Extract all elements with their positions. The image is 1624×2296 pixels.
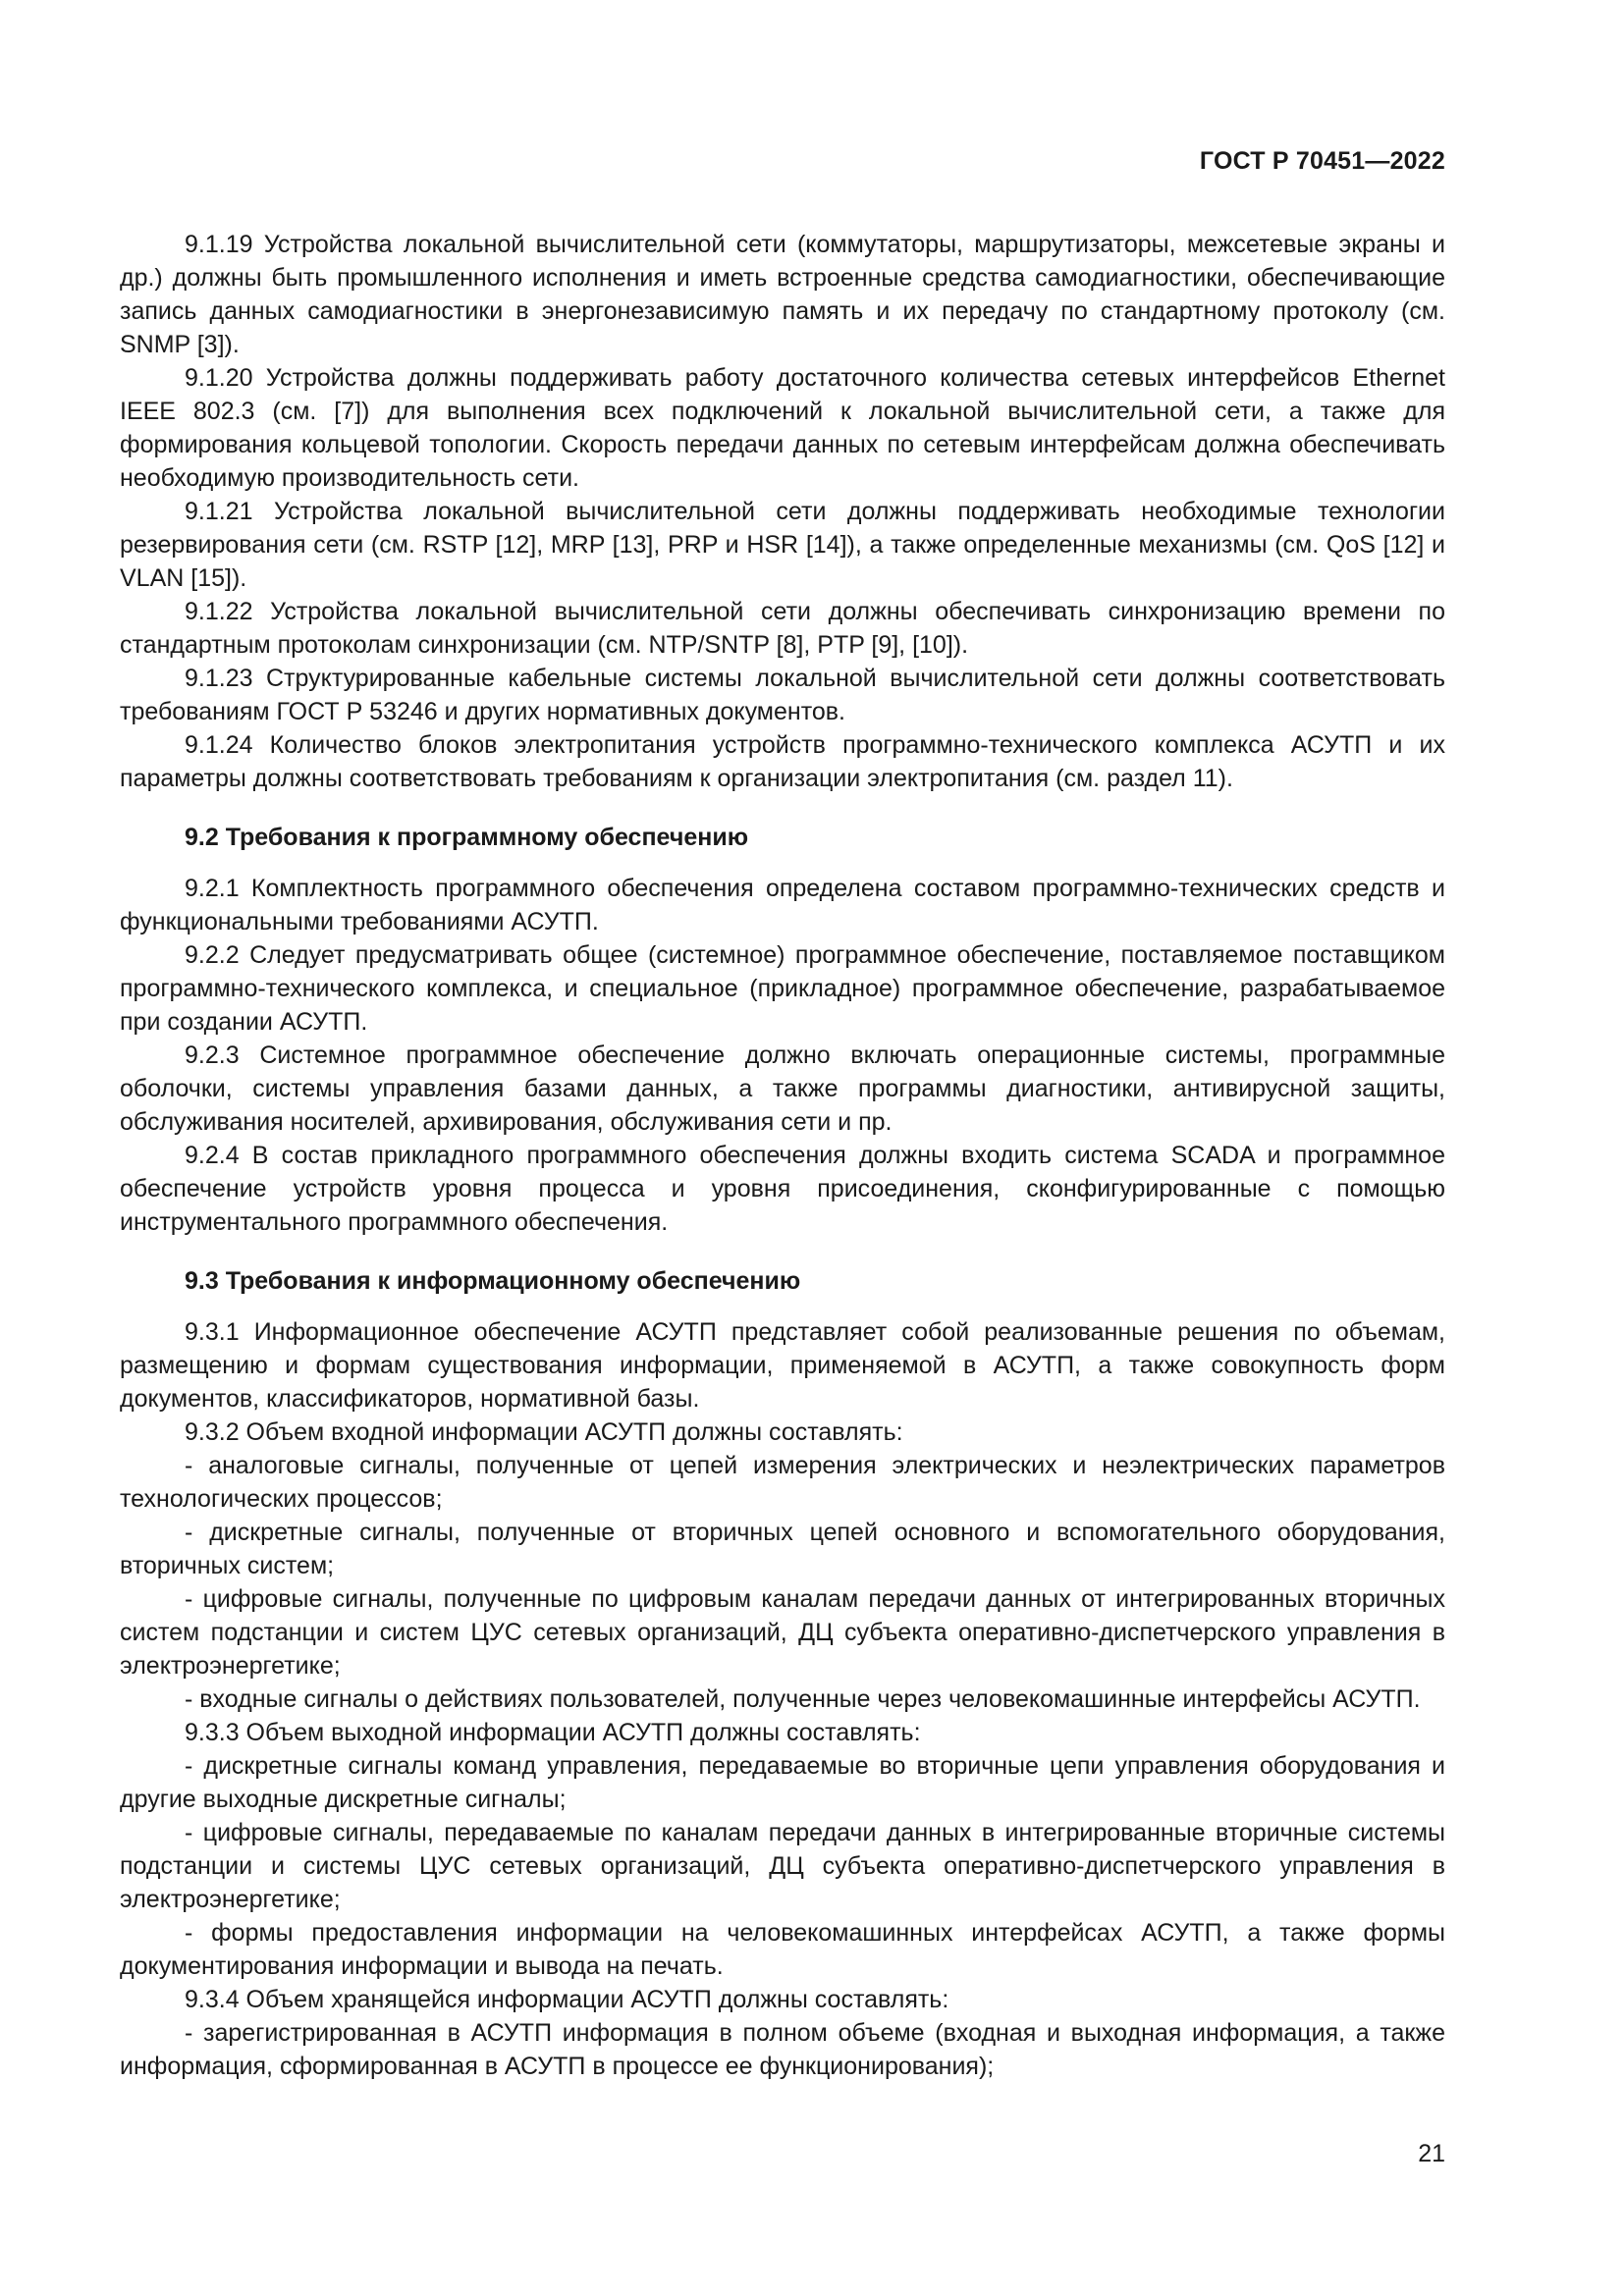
paragraph-9-2-1: 9.2.1 Комплектность программного обеспечения определена составом программно-технических средств и функциональными требованиями АСУТП. bbox=[120, 875, 1445, 935]
paragraph-9-3-1: 9.3.1 Информационное обеспечение АСУТП представляет собой реализованные решения по объемам, размещению и формам существования информации, применяемой в АСУТП, а также совокупность форм документов, классификаторов, нормативной базы. bbox=[120, 1318, 1445, 1413]
paragraph-9-2-4: 9.2.4 В состав прикладного программного обеспечения должны входить система SCADA и программное обеспечение устройств уровня процесса и уровня присоединения, сконфигурированные с помощью инструментального программного обеспечения. bbox=[120, 1142, 1445, 1236]
list-item-input-digital: - цифровые сигналы, полученные по цифровым каналам передачи данных от интегрированных вторичных систем подстанции и систем ЦУС сетевых организаций, ДЦ субъекта оперативно-диспетчерского управления в электроэнергетике; bbox=[120, 1585, 1445, 1680]
paragraph-9-3-2: 9.3.2 Объем входной информации АСУТП должны составлять: bbox=[185, 1418, 903, 1446]
list-item-input-discrete: - дискретные сигналы, полученные от вторичных цепей основного и вспомогательного оборудования, вторичных систем; bbox=[120, 1519, 1445, 1579]
document-body bbox=[120, 228, 1445, 2083]
paragraph-9-1-22: 9.1.22 Устройства локальной вычислительной сети должны обеспечивать синхронизацию времени по стандартным протоколам синхронизации (см. NTP/SNTP [8], PTP [9], [10]). bbox=[120, 598, 1445, 659]
paragraph-9-3-4: 9.3.4 Объем хранящейся информации АСУТП должны составлять: bbox=[185, 1986, 949, 2013]
section-heading-9-3: 9.3 Требования к информационному обеспечению bbox=[185, 1267, 801, 1295]
list-item-input-user: - входные сигналы о действиях пользователей, полученные через человекомашинные интерфейсы АСУТП. bbox=[185, 1685, 1421, 1713]
paragraph-9-2-2: 9.2.2 Следует предусматривать общее (системное) программное обеспечение, поставляемое поставщиком программно-технического комплекса, и специальное (прикладное) программное обеспечение, разрабатываемое при создании АСУТП. bbox=[120, 941, 1445, 1036]
list-item-output-discrete: - дискретные сигналы команд управления, передаваемые во вторичные цепи управления оборудования и другие выходные дискретные сигналы; bbox=[120, 1752, 1445, 1813]
page-number: 21 bbox=[1418, 2140, 1445, 2167]
list-item-input-analog: - аналоговые сигналы, полученные от цепей измерения электрических и неэлектрических параметров технологических процессов; bbox=[120, 1452, 1445, 1513]
paragraph-9-3-3: 9.3.3 Объем выходной информации АСУТП должны составлять: bbox=[185, 1719, 921, 1746]
paragraph-9-2-3: 9.2.3 Системное программное обеспечение должно включать операционные системы, программные оболочки, системы управления базами данных, а также программы диагностики, антивирусной защиты, обслуживания носителей, архивирования, обслуживания сети и пр. bbox=[120, 1041, 1445, 1136]
document-code-header: ГОСТ Р 70451—2022 bbox=[1199, 147, 1445, 175]
list-item-output-forms: - формы предоставления информации на человекомашинных интерфейсах АСУТП, а также формы документирования информации и вывода на печать. bbox=[120, 1919, 1445, 1980]
paragraph-9-1-23: 9.1.23 Структурированные кабельные системы локальной вычислительной сети должны соответствовать требованиям ГОСТ Р 53246 и других нормативных документов. bbox=[120, 665, 1445, 725]
list-item-output-digital: - цифровые сигналы, передаваемые по каналам передачи данных в интегрированные вторичные системы подстанции и системы ЦУС сетевых организаций, ДЦ субъекта оперативно-диспетчерского управления в электроэнергетике; bbox=[120, 1819, 1445, 1913]
paragraph-9-1-19: 9.1.19 Устройства локальной вычислительной сети (коммутаторы, маршрутизаторы, межсетевые экраны и др.) должны быть промышленного исполнения и иметь встроенные средства самодиагностики, обеспечивающие запись данных самодиагностики в энергонезависимую память и их передачу по стандартному протоколу (см. SNMP [3]). bbox=[120, 231, 1445, 358]
section-heading-9-2: 9.2 Требования к программному обеспечению bbox=[185, 824, 749, 851]
paragraph-9-1-21: 9.1.21 Устройства локальной вычислительной сети должны поддерживать необходимые технологии резервирования сети (см. RSTP [12], MRP [13], PRP и HSR [14]), а также определенные механизмы (см. QoS [12] и VLAN [15]). bbox=[120, 498, 1445, 592]
paragraph-9-1-24: 9.1.24 Количество блоков электропитания устройств программно-технического комплекса АСУТП и их параметры должны соответствовать требованиям к организации электропитания (см. раздел 11). bbox=[120, 731, 1445, 792]
list-item-stored-registered: - зарегистрированная в АСУТП информация в полном объеме (входная и выходная информация, а также информация, сформированная в АСУТП в процессе ее функционирования); bbox=[120, 2019, 1445, 2080]
paragraph-9-1-20: 9.1.20 Устройства должны поддерживать работу достаточного количества сетевых интерфейсов Ethernet IEEE 802.3 (см. [7]) для выполнения всех подключений к локальной вычислительной сети, а также для формирования кольцевой топологии. Скорость передачи данных по сетевым интерфейсам должна обеспечивать необходимую производительность сети. bbox=[120, 364, 1445, 492]
